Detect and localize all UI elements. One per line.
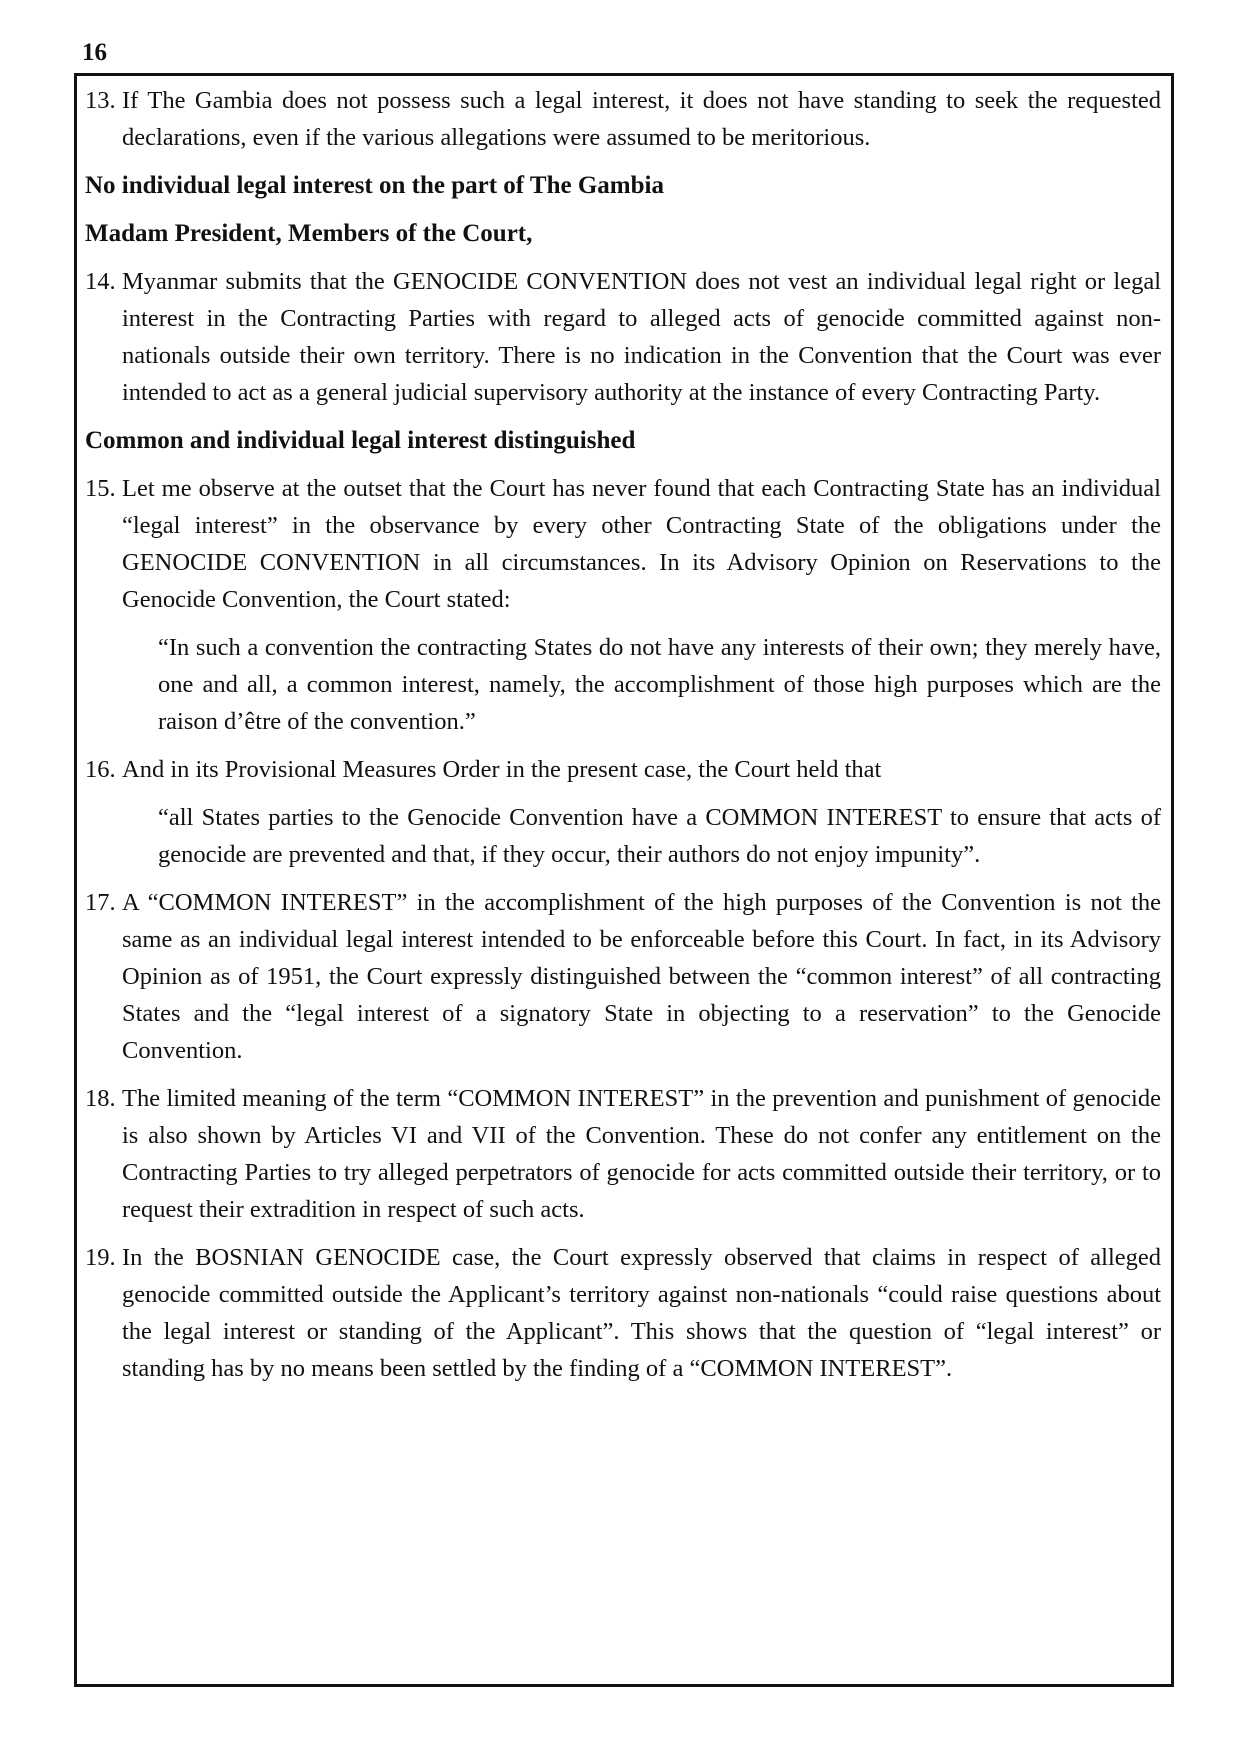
- paragraph-15: [85, 470, 1161, 618]
- section-heading-individual-interest: No individual legal interest on the part of The Gambia: [85, 172, 664, 199]
- address-heading: Madam President, Members of the Court,: [85, 220, 533, 247]
- paragraph-text: Let me observe at the outset that the Court has never found that each Contracting State has an individual “legal interest” in the observance by every other Contracting State of the obligations under the GENOCIDE CONVENTION in all circumstances. In its Advisory Opinion on Reservations to the Genocide Convention, the Court stated:: [122, 475, 1161, 613]
- paragraph-number: 19.: [85, 1244, 116, 1271]
- paragraph-18: [85, 1080, 1161, 1228]
- paragraph-text: The limited meaning of the term “COMMON INTEREST” in the prevention and punishment of genocide is also shown by Articles VI and VII of the Convention. These do not confer any entitlement on the Contracting Parties to try alleged perpetrators of genocide for acts committed outside their territory, or to request their extradition in respect of such acts.: [122, 1085, 1161, 1223]
- paragraph-text: In the BOSNIAN GENOCIDE case, the Court expressly observed that claims in respect of alleged genocide committed outside the Applicant’s territory against non-nationals “could raise questions about the legal interest or standing of the Applicant”. This shows that the question of “legal interest” or standing has by no means been settled by the finding of a “COMMON INTEREST”.: [122, 1244, 1161, 1382]
- paragraph-number: 14.: [85, 268, 116, 295]
- block-quote-advisory-opinion: “In such a convention the contracting States do not have any interests of their own; they merely have, one and all, a common interest, namely, the accomplishment of those high purposes which are the raison d’être of the convention.”: [158, 634, 1161, 735]
- paragraph-16: [85, 751, 1161, 788]
- block-quote-provisional-measures: “all States parties to the Genocide Convention have a COMMON INTEREST to ensure that acts of genocide are prevented and that, if they occur, their authors do not enjoy impunity”.: [158, 804, 1161, 868]
- paragraph-number: 17.: [85, 889, 116, 916]
- paragraph-text: A “COMMON INTEREST” in the accomplishment of the high purposes of the Convention is not the same as an individual legal interest intended to be enforceable before this Court. In fact, in its Advisory Opinion as of 1951, the Court expressly distinguished between the “common interest” of all contracting States and the “legal interest of a signatory State in objecting to a reservation” to the Genocide Convention.: [122, 889, 1161, 1064]
- paragraph-19: [85, 1239, 1161, 1387]
- paragraph-number: 18.: [85, 1085, 116, 1112]
- paragraph-14: [85, 263, 1161, 411]
- paragraph-text: And in its Provisional Measures Order in the present case, the Court held that: [122, 756, 882, 783]
- paragraph-17: [85, 884, 1161, 1069]
- paragraph-number: 16.: [85, 756, 116, 783]
- paragraph-text: Myanmar submits that the GENOCIDE CONVENTION does not vest an individual legal right or legal interest in the Contracting Parties with regard to alleged acts of genocide committed against non-nationals outside their own territory. There is no indication in the Convention that the Court was ever intended to act as a general judicial supervisory authority at the instance of every Contracting Party.: [122, 268, 1161, 406]
- paragraph-13: [85, 82, 1161, 156]
- content-frame: [74, 73, 1174, 1687]
- paragraph-text: If The Gambia does not possess such a legal interest, it does not have standing to seek the requested declarations, even if the various allegations were assumed to be meritorious.: [122, 87, 1161, 151]
- paragraph-number: 13.: [85, 87, 116, 114]
- paragraph-number: 15.: [85, 475, 116, 502]
- section-heading-common-interest: Common and individual legal interest distinguished: [85, 427, 636, 454]
- page-number: 16: [82, 39, 107, 66]
